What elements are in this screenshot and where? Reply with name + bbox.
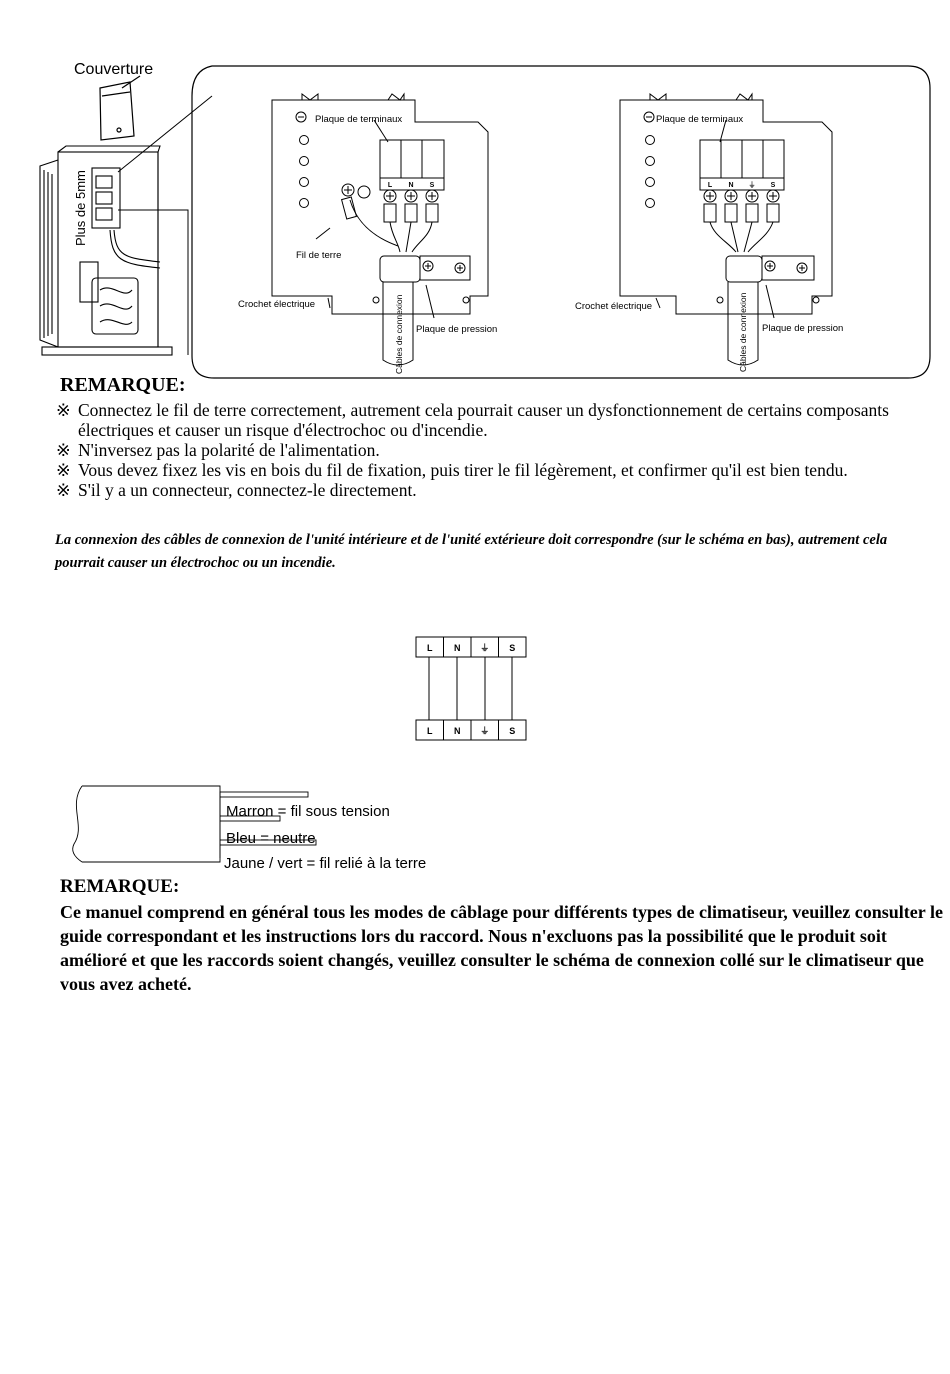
note-text: Vous devez fixez les vis en bois du fil de fixation, puis tirer le fil légèrement, et confirmer qu'il est bien tendu. (78, 460, 848, 480)
wiring-installation-figure (0, 0, 950, 380)
remark-title: REMARQUE: (60, 876, 180, 897)
note-item (56, 480, 936, 500)
terminal-label: S (770, 182, 776, 189)
note-mark: ※ (56, 460, 71, 480)
fil-de-terre-label: Fil de terre (296, 250, 342, 261)
right-terminal-panel (575, 94, 843, 372)
terminal-label: N (728, 182, 734, 189)
note-text: S'il y a un connecteur, connectez-le directement. (78, 480, 417, 500)
terminal-label: S (429, 182, 435, 189)
couverture-label: Couverture (74, 61, 154, 78)
remark-title: REMARQUE: (60, 374, 186, 396)
plus-5mm-label: Plus de 5mm (73, 170, 88, 246)
remark-body: Ce manuel comprend en général tous les modes de câblage pour différents types de climatiseur, veuillez consulter le guide correspondant et les instructions lors du raccord. Nous n'excluons pas la possibilité que le produit soit amélioré et que les raccords soient changés, veuillez consulter le schéma de connexion collé sur le climatiseur que vous avez acheté. (60, 902, 943, 994)
ground-symbol: ⏚ (480, 726, 490, 736)
note-mark: ※ (56, 480, 71, 500)
note-text: Connectez le fil de terre correctement, autrement cela pourrait causer un dysfonctionnement de certains composants électriques et causer un risque d'électrochoc ou d'incendie. (78, 400, 889, 440)
terminal-label: S (509, 726, 516, 736)
terminal-label: N (454, 643, 461, 653)
note-mark: ※ (56, 400, 71, 420)
cover-illustration (100, 76, 140, 140)
terminal-wiring-diagram (400, 630, 540, 750)
terminal-label: N (408, 182, 414, 189)
plaque-terminaux-label: Plaque de terminaux (656, 114, 744, 125)
yellow-green-wire-label: Jaune / vert = fil relié à la terre (224, 855, 427, 872)
note-item (56, 400, 936, 440)
terminal-label: L (387, 182, 393, 189)
callout-lines (118, 96, 212, 355)
note-item (56, 440, 936, 460)
terminal-label: ⏚ (748, 182, 756, 189)
terminal-label: N (454, 726, 461, 736)
outdoor-unit-illustration (40, 146, 172, 355)
plaque-pression-label: Plaque de pression (762, 323, 844, 334)
note-item (56, 460, 936, 480)
remark-notes (56, 400, 936, 500)
cable-color-legend (60, 776, 480, 876)
blue-wire-label: Bleu = neutre (226, 830, 316, 847)
plaque-pression-label: Plaque de pression (416, 324, 498, 335)
terminal-label: L (427, 726, 433, 736)
connection-warning: La connexion des câbles de connexion de l'unité intérieure et de l'unité extérieure doit correspondre (sur le schéma en bas), autrement cela pourrait causer un électrochoc ou un incendie. (55, 532, 888, 571)
crochet-electrique-label: Crochet électrique (575, 301, 653, 312)
cables-connexion-label: Câbles de connexion (738, 292, 748, 372)
ground-symbol: ⏚ (480, 643, 490, 653)
crochet-electrique-label: Crochet électrique (238, 299, 316, 310)
left-terminal-panel (238, 94, 497, 374)
terminal-label: L (707, 182, 713, 189)
cables-connexion-label: Câbles de connexion (394, 294, 404, 374)
note-mark: ※ (56, 440, 71, 460)
terminal-label: L (427, 643, 433, 653)
brown-wire-label: Marron = fil sous tension (226, 803, 390, 820)
note-text: N'inversez pas la polarité de l'alimentation. (78, 440, 380, 460)
terminal-label: S (509, 643, 516, 653)
plaque-terminaux-label: Plaque de terminaux (315, 114, 403, 125)
